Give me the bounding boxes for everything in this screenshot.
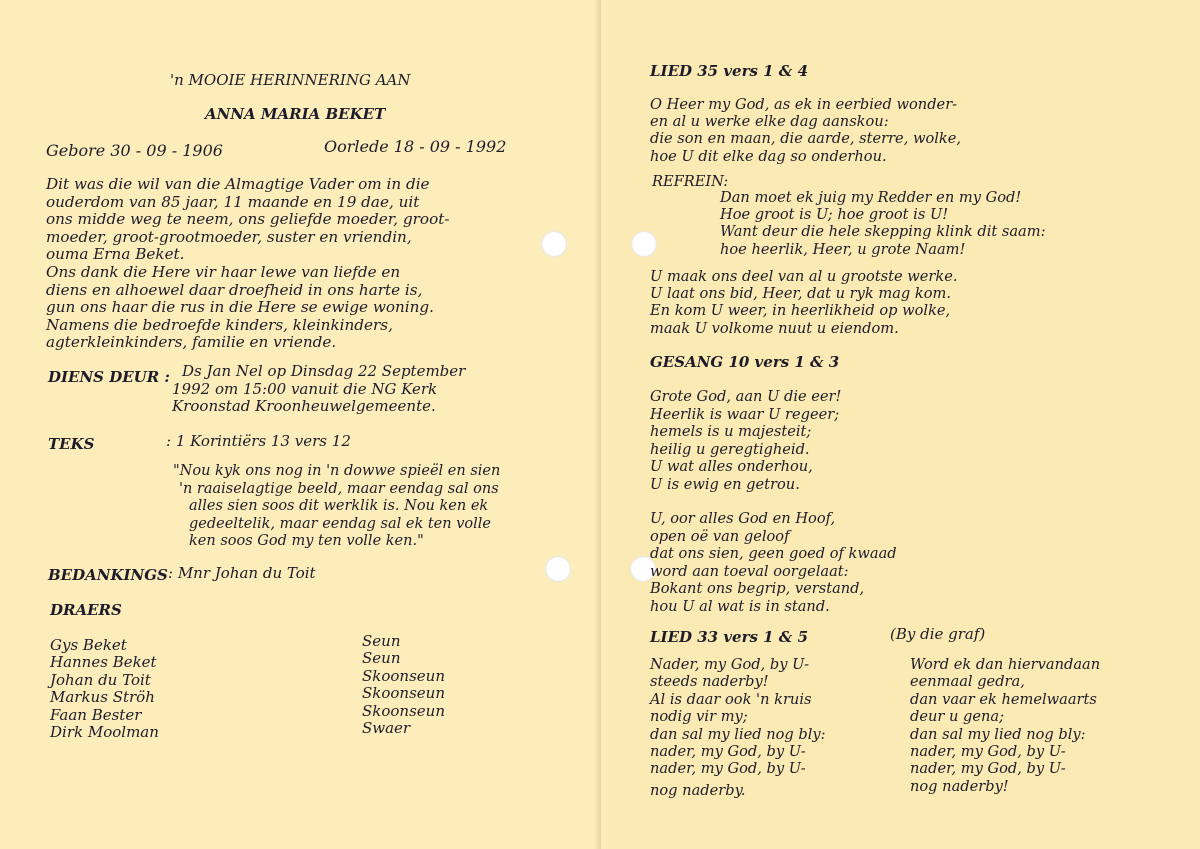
lyric-line: eenmaal gedra, xyxy=(910,673,1025,691)
lyric-line: U laat ons bid, Heer, dat u ryk mag kom. xyxy=(650,285,952,303)
lied33-title: LIED 33 vers 1 & 5 xyxy=(650,628,809,646)
obituary-line: moeder, groot-grootmoeder, suster en vriendin, xyxy=(46,227,412,246)
lied33-verse5 xyxy=(910,656,1100,795)
obituary-line: ouma Erna Beket. xyxy=(46,245,185,264)
bedankings-label: BEDANKINGS xyxy=(48,566,168,584)
teks-label: TEKS xyxy=(48,435,95,453)
lyric-line: open oë van geloof xyxy=(650,527,790,545)
draer-relation: Seun xyxy=(362,649,401,668)
diens-line: 1992 om 15:00 vanuit die NG Kerk xyxy=(172,379,438,398)
draer-name: Johan du Toit xyxy=(50,670,151,689)
quote-line: ken soos God my ten volle ken." xyxy=(189,533,424,550)
draer-relation: Skoonseun xyxy=(362,701,445,720)
lyric-line: nader, my God, by U- xyxy=(910,743,1066,761)
obituary-line: gun ons haar die rus in die Here se ewige woning. xyxy=(46,298,434,317)
obituary-line: ouderdom van 85 jaar, 11 maande en 19 dae, uit xyxy=(46,192,420,211)
obituary-line: Ons dank die Here vir haar lewe van liefde en xyxy=(46,262,401,281)
obituary-line: agterkleinkinders, familie en vriende. xyxy=(46,333,337,352)
punch-hole-top xyxy=(631,231,657,257)
obituary-line: diens en alhoewel daar droefheid in ons harte is, xyxy=(46,280,423,299)
gesang-title: GESANG 10 vers 1 & 3 xyxy=(650,353,840,371)
lyric-line: hoe U dit elke dag so onderhou. xyxy=(650,147,887,165)
lyric-line: heilig u geregtigheid. xyxy=(650,440,810,458)
lyric-line: nog naderby. xyxy=(650,781,746,799)
birth-date: Gebore 30 - 09 - 1906 xyxy=(46,141,223,160)
lyric-line: U wat alles onderhou, xyxy=(650,458,813,476)
draer-name: Hannes Beket xyxy=(50,653,157,672)
quote-line: 'n raaiselagtige beeld, maar eendag sal ons xyxy=(179,480,499,497)
draer-relation: Seun xyxy=(362,632,401,650)
lyric-line: steeds naderby! xyxy=(650,673,769,691)
lyric-line: maak U volkome nuut u eiendom. xyxy=(650,319,899,337)
draers-label: DRAERS xyxy=(50,601,122,619)
lyric-line: Nader, my God, by U- xyxy=(650,656,810,673)
draer-name: Gys Beket xyxy=(50,636,127,654)
teks-reference: : 1 Korintiërs 13 vers 12 xyxy=(166,432,351,450)
lyric-line: Word ek dan hiervandaan xyxy=(910,656,1101,673)
bedankings-value: : Mnr Johan du Toit xyxy=(168,564,316,582)
lied33-note: (By die graf) xyxy=(890,625,986,643)
draers-relations xyxy=(362,633,445,737)
lyric-line: nader, my God, by U- xyxy=(650,760,806,778)
lyric-line: U is ewig en getrou. xyxy=(650,475,800,493)
death-date: Oorlede 18 - 09 - 1992 xyxy=(324,137,507,156)
lyric-line: Bokant ons begrip, verstand, xyxy=(650,580,865,598)
lyric-line: dat ons sien, geen goed of kwaad xyxy=(650,545,897,563)
draer-name: Faan Bester xyxy=(50,705,142,724)
lyric-line: word aan toeval oorgelaat: xyxy=(650,562,849,580)
lyric-line: nader, my God, by U- xyxy=(650,743,806,761)
punch-hole-top xyxy=(541,231,567,257)
lied35-verse1 xyxy=(650,96,961,165)
gesang-verse1 xyxy=(650,388,841,494)
lied33-verse1 xyxy=(650,656,826,799)
draer-name: Dirk Moolman xyxy=(50,723,159,742)
draers-names xyxy=(50,637,159,741)
refrein-label: REFREIN: xyxy=(652,173,729,190)
obituary-text xyxy=(46,176,449,352)
obituary-line: Dit was die wil van die Almagtige Vader om in die xyxy=(46,175,430,193)
right-page xyxy=(600,0,1200,849)
lyric-line: nodig vir my; xyxy=(650,708,748,726)
lyric-line: hou U al wat is in stand. xyxy=(650,597,830,615)
lyric-line: nog naderby! xyxy=(910,777,1009,795)
lyric-line: Al is daar ook 'n kruis xyxy=(650,690,812,708)
lyric-line: U, oor alles God en Hoof, xyxy=(650,510,836,527)
draer-relation: Skoonseun xyxy=(362,666,445,685)
diens-details xyxy=(172,363,465,416)
lyric-line: hemels is u majesteit; xyxy=(650,423,812,441)
lyric-line: die son en maan, die aarde, sterre, wolke, xyxy=(650,130,962,148)
lyric-line: Grote God, aan U die eer! xyxy=(650,388,842,405)
refrein-text xyxy=(720,189,1046,258)
lyric-line: en al u werke elke dag aanskou: xyxy=(650,113,889,131)
diens-label: DIENS DEUR : xyxy=(48,368,170,386)
quote-line: gedeeltelik, maar eendag sal ek ten volle xyxy=(189,515,491,532)
quote-line: "Nou kyk ons nog in 'n dowwe spieël en sien xyxy=(173,463,501,479)
lyric-line: Dan moet ek juig my Redder en my God! xyxy=(720,189,1022,206)
lyric-line: En kom U weer, in heerlikheid op wolke, xyxy=(650,302,951,320)
diens-line: Ds Jan Nel op Dinsdag 22 September xyxy=(182,362,466,380)
memorial-title: 'n MOOIE HERINNERING AAN xyxy=(170,71,411,89)
lied35-title: LIED 35 vers 1 & 4 xyxy=(650,62,809,80)
lyric-line: dan vaar ek hemelwaarts xyxy=(910,690,1097,708)
lyric-line: Hoe groot is U; hoe groot is U! xyxy=(720,206,949,224)
gesang-verse3 xyxy=(650,510,897,616)
lyric-line: O Heer my God, as ek in eerbied wonder- xyxy=(650,96,958,113)
punch-hole-bottom xyxy=(545,556,571,582)
lyric-line: nader, my God, by U- xyxy=(910,760,1066,778)
draer-relation: Swaer xyxy=(362,719,411,738)
quote-line: alles sien soos dit werklik is. Nou ken ek xyxy=(189,498,489,515)
lyric-line: dan sal my lied nog bly: xyxy=(910,725,1086,743)
lyric-line: U maak ons deel van al u grootste werke. xyxy=(650,268,958,285)
page-fold xyxy=(594,0,608,849)
lied35-verse4 xyxy=(650,268,958,337)
lyric-line: dan sal my lied nog bly: xyxy=(650,725,826,743)
diens-line: Kroonstad Kroonheuwelgemeente. xyxy=(172,397,436,415)
obituary-line: ons midde weg te neem, ons geliefde moeder, groot- xyxy=(46,210,450,229)
lyric-line: Want deur die hele skepping klink dit saam: xyxy=(720,223,1046,241)
scripture-quote xyxy=(173,463,500,551)
lyric-line: Heerlik is waar U regeer; xyxy=(650,405,840,423)
draer-relation: Skoonseun xyxy=(362,684,445,703)
draer-name: Markus Ströh xyxy=(50,688,155,707)
lyric-line: hoe heerlik, Heer, u grote Naam! xyxy=(720,240,966,258)
obituary-line: Namens die bedroefde kinders, kleinkinders, xyxy=(46,315,393,334)
deceased-name: ANNA MARIA BEKET xyxy=(205,105,386,123)
lyric-line: deur u gena; xyxy=(910,708,1005,726)
